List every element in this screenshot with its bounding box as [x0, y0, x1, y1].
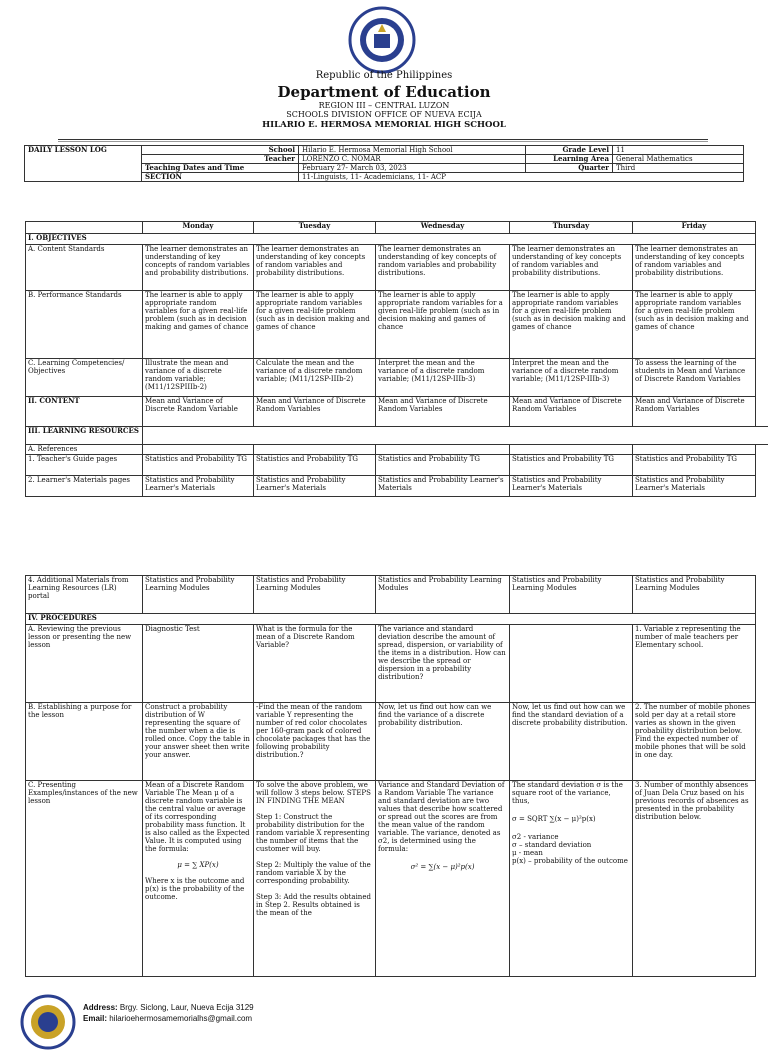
table-cell: To assess the learning of the students in Mean and Variance of Discrete Random Variables [633, 359, 756, 397]
references-label: A. References [26, 445, 143, 455]
table-cell: Mean and Variance of Discrete Random Variable [143, 397, 254, 427]
table-cell: Statistics and Probability Learner's Materials [633, 476, 756, 497]
table-cell: The variance and standard deviation describe the amount of spread, dispersion, or variability of the items in a distribution. How can we describe the spread or dispersion in a probability distribution? [376, 625, 510, 703]
quarter-value: Third [613, 164, 744, 173]
table-cell: Statistics and Probability TG [510, 455, 633, 476]
row-label: 2. Learner's Materials pages [26, 476, 143, 497]
area-value: General Mathematics [613, 155, 744, 164]
table-cell: Interpret the mean and the variance of a discrete random variable; (M11/12SP-IIIb-3) [376, 359, 510, 397]
email-label: Email: [83, 1014, 107, 1023]
table-cell: Statistics and Probability Learning Modules [633, 576, 756, 614]
cell-text: 3. Number of monthly absences of Juan Dela Cruz based on his previous records of absences as presented in the probability distribution below. [635, 781, 753, 821]
table-cell: Diagnostic Test [143, 625, 254, 703]
table-cell: Statistics and Probability Learner's Materials [376, 476, 510, 497]
sd-formula: σ = SQRT ∑(x − μ)²p(x) [512, 815, 630, 823]
cell-text: Where x is the outcome and p(x) is the probability of the outcome. [145, 877, 251, 901]
email-link[interactable]: hilarioehermosamemorialhs@gmail.com [109, 1014, 252, 1023]
cell-text: Mean of a Discrete Random Variable The Mean μ of a discrete random variable is the central value or average of its corresponding probability mass function. It is also called as the Expected Value. It is computed using the formula: [145, 781, 251, 853]
table-cell: The learner demonstrates an understanding of key concepts of random variables and probability distributions. [376, 245, 510, 291]
table-cell: Statistics and Probability Learner's Materials [254, 476, 376, 497]
teacher-label: Teacher [142, 155, 299, 164]
dates-label: Teaching Dates and Time [142, 164, 299, 173]
table-cell: Mean and Variance of Discrete Random Variables [254, 397, 376, 427]
table-cell: Calculate the mean and the variance of a discrete random variable; (M11/12SP-IIIb-2) [254, 359, 376, 397]
cell-text: Step 3: Add the results obtained in Step 2. Results obtained is the mean of the [256, 893, 373, 917]
grade-value: 11 [613, 146, 744, 155]
table-cell [510, 625, 633, 703]
table-cell: Statistics and Probability Learner's Materials [143, 476, 254, 497]
section-resources: III. LEARNING RESOURCES [26, 427, 143, 445]
row-label: B. Performance Standards [26, 291, 143, 359]
table-cell: Now, let us find out how can we find the standard deviation of a discrete probability distribution. [510, 703, 633, 781]
cell-text: σ2 - variance [512, 833, 630, 841]
teacher-value: LORENZO C. NOMAR [299, 155, 526, 164]
school-label: School [142, 146, 299, 155]
row-label: 1. Teacher's Guide pages [26, 455, 143, 476]
table-cell: Now, let us find out how can we find the variance of a discrete probability distribution. [376, 703, 510, 781]
table-cell: Statistics and Probability Learning Modules [143, 576, 254, 614]
cell-text: Step 2: Multiply the value of the random variable X by the corresponding probability. [256, 861, 373, 885]
table-cell: Statistics and Probability Learning Modules [510, 576, 633, 614]
footer-email [83, 1014, 252, 1023]
table-cell: Statistics and Probability Learner's Materials [510, 476, 633, 497]
table-cell: Statistics and Probability Learning Modules [376, 576, 510, 614]
info-table [24, 145, 744, 182]
day-monday: Monday [143, 222, 254, 234]
region-text: REGION III – CENTRAL LUZON [0, 101, 768, 110]
day-tuesday: Tuesday [254, 222, 376, 234]
cell-text: σ – standard deviation [512, 841, 630, 849]
quarter-label: Quarter [526, 164, 613, 173]
department-title: Department of Education [0, 83, 768, 101]
school-logo-icon [20, 994, 76, 1050]
table-cell: 2. The number of mobile phones sold per day at a retail store varies as shown in the given probability distribution below. Find the expected number of mobile phones that will be sold in one day. [633, 703, 756, 781]
deped-seal-icon [348, 6, 416, 74]
table-cell: Statistics and Probability TG [633, 455, 756, 476]
variance-formula: σ² = ∑(x − μ)²p(x) [378, 863, 507, 871]
table-cell [633, 781, 756, 977]
footer-address [83, 1003, 254, 1012]
table-cell: Interpret the mean and the variance of a discrete random variable; (M11/12SP-IIIb-3) [510, 359, 633, 397]
table-cell [510, 781, 633, 977]
school-name: HILARIO E. HERMOSA MEMORIAL HIGH SCHOOL [0, 120, 768, 130]
table-cell: Illustrate the mean and variance of a discrete random variable; (M11/12SPIIIb-2) [143, 359, 254, 397]
mean-formula: μ = ∑ XP(x) [145, 861, 251, 869]
section-objectives: I. OBJECTIVES [26, 234, 756, 245]
table-cell: -Find the mean of the random variable Y representing the number of red color chocolates per 160-gram pack of colored chocolate packages that has the following probability distribution.? [254, 703, 376, 781]
table-cell [143, 781, 254, 977]
cell-text: μ - mean [512, 849, 630, 857]
table-cell: Statistics and Probability TG [254, 455, 376, 476]
cell-text: The standard deviation σ is the square root of the variance, thus, [512, 781, 630, 805]
row-label: A. Reviewing the previous lesson or presenting the new lesson [26, 625, 143, 703]
table-cell: The learner demonstrates an understanding of key concepts of random variables and probability distributions. [510, 245, 633, 291]
cell-text: p(x) – probability of the outcome [512, 857, 630, 865]
table-cell: The learner demonstrates an understanding of key concepts of random variables and probability distributions. [143, 245, 254, 291]
row-label: C. Learning Competencies/ Objectives [26, 359, 143, 397]
school-value: Hilario E. Hermosa Memorial High School [299, 146, 526, 155]
table-cell: Construct a probability distribution of W representing the square of the number when a die is rolled once. Copy the table in your answer sheet then write your answer. [143, 703, 254, 781]
table-cell: Mean and Variance of Discrete Random Variables [510, 397, 633, 427]
dates-value: February 27- March 03, 2023 [299, 164, 526, 173]
section-label: SECTION [142, 173, 299, 182]
day-wednesday: Wednesday [376, 222, 510, 234]
table-cell: The learner demonstrates an understanding of key concepts of random variables and probability distributions. [254, 245, 376, 291]
table-cell: 1. Variable z representing the number of male teachers per Elementary school. [633, 625, 756, 703]
section-content: II. CONTENT [26, 397, 143, 427]
table-cell: Mean and Variance of Discrete Random Variables [633, 397, 756, 427]
table-cell [376, 781, 510, 977]
lesson-table-part-2 [25, 575, 768, 977]
row-label: A. Content Standards [26, 245, 143, 291]
cell-text: Variance and Standard Deviation of a Random Variable The variance and standard deviation are two values that describe how scattered or spread out the scores are from the mean value of the random variable. The variance, denoted as σ2, is determined using the formula: [378, 781, 507, 853]
section-procedures: IV. PROCEDURES [26, 614, 756, 625]
table-cell [143, 427, 768, 445]
header-divider [58, 139, 708, 140]
row-label: 4. Additional Materials from Learning Resources (LR) portal [26, 576, 143, 614]
cell-text: Step 1: Construct the probability distribution for the random variable X representing the number of items that the customer will buy. [256, 813, 373, 853]
header-blank [26, 222, 143, 234]
table-cell: Statistics and Probability TG [143, 455, 254, 476]
row-label: B. Establishing a purpose for the lesson [26, 703, 143, 781]
section-value: 11-Linguists, 11- Academicians, 11- ACP [299, 173, 744, 182]
row-label: C. Presenting Examples/instances of the new lesson [26, 781, 143, 977]
republic-text: Republic of the Philippines [0, 70, 768, 81]
table-cell: What is the formula for the mean of a Discrete Random Variable? [254, 625, 376, 703]
table-cell: Statistics and Probability Learning Modules [254, 576, 376, 614]
table-cell: Statistics and Probability TG [376, 455, 510, 476]
table-cell: The learner is able to apply appropriate random variables for a given real-life problem (such as in decision making and games of chance [254, 291, 376, 359]
table-cell [254, 781, 376, 977]
day-friday: Friday [633, 222, 756, 234]
day-thursday: Thursday [510, 222, 633, 234]
address-value: Brgy. Siclong, Laur, Nueva Ecija 3129 [120, 1003, 254, 1012]
log-title: DAILY LESSON LOG [25, 146, 142, 182]
lesson-table-part-1 [25, 221, 768, 497]
division-text: SCHOOLS DIVISION OFFICE OF NUEVA ECIJA [0, 110, 768, 119]
table-cell: The learner demonstrates an understanding of key concepts of random variables and probability distributions. [633, 245, 756, 291]
table-cell: The learner is able to apply appropriate random variables for a given real-life problem (such as in decision making and games of chance [376, 291, 510, 359]
header-divider-thin [58, 141, 708, 142]
grade-label: Grade Level [526, 146, 613, 155]
table-cell: The learner is able to apply appropriate random variables for a given real-life problem (such as in decision making and games of chance [143, 291, 254, 359]
table-cell: The learner is able to apply appropriate random variables for a given real-life problem (such as in decision making and games of chance [633, 291, 756, 359]
table-cell: Mean and Variance of Discrete Random Variables [376, 397, 510, 427]
address-label: Address: [83, 1003, 118, 1012]
table-cell: The learner is able to apply appropriate random variables for a given real-life problem (such as in decision making and games of chance [510, 291, 633, 359]
area-label: Learning Area [526, 155, 613, 164]
cell-text: To solve the above problem, we will follow 3 steps below. STEPS IN FINDING THE MEAN [256, 781, 373, 805]
